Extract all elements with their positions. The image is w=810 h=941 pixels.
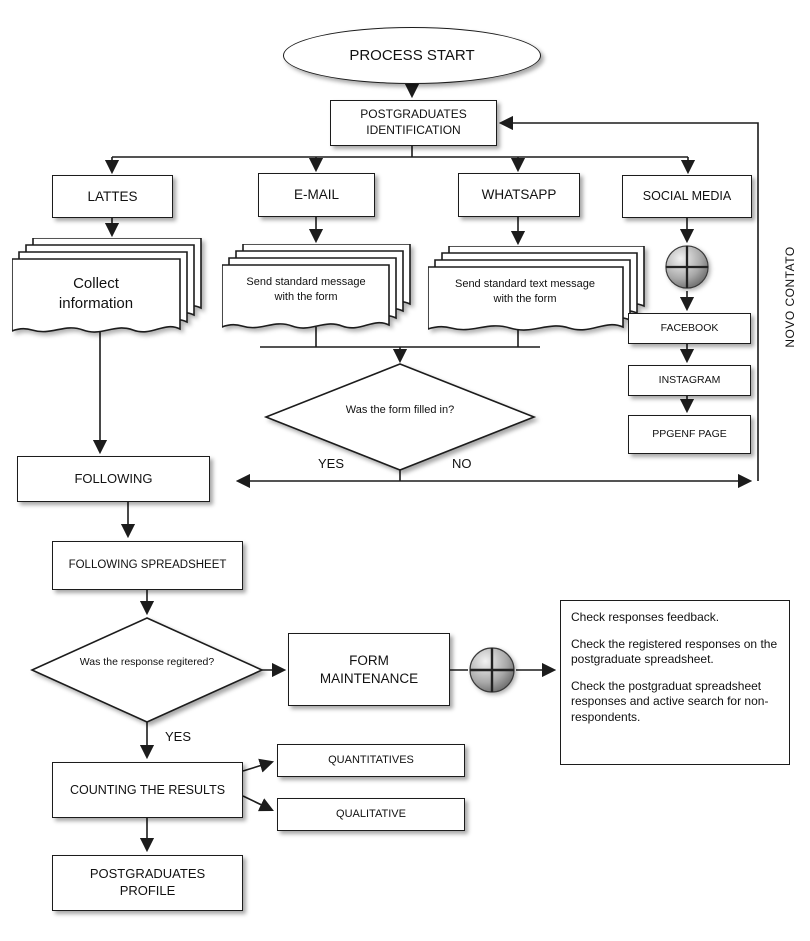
yes-label: YES — [318, 456, 345, 471]
whatsapp-message-label: Send standard text message with the form — [454, 278, 596, 305]
check-notes-box — [560, 600, 790, 765]
email-node — [258, 173, 375, 217]
ppgenf-page-node — [628, 415, 751, 454]
check-note-3: Check the postgraduat spreadsheet responses and active search for non-respondents. — [571, 678, 769, 724]
postgraduates-profile-node — [52, 855, 243, 911]
identification-node — [330, 100, 497, 146]
quantitatives-node — [277, 744, 465, 777]
whatsapp-message-document — [428, 246, 646, 342]
instagram-node — [628, 365, 751, 396]
ppgenf-page-label: PPGENF PAGE — [652, 427, 727, 440]
email-message-label: Send standard message with the form — [246, 276, 366, 303]
no-label: NO — [452, 456, 472, 471]
facebook-node — [628, 313, 751, 344]
process-start-node — [283, 27, 541, 84]
check-note-2: Check the registered responses on the postgraduate spreadsheet. — [571, 636, 778, 667]
identification-label: POSTGRADUATES IDENTIFICATION — [360, 107, 467, 137]
social-media-node — [622, 175, 752, 218]
postgraduates-profile-label: POSTGRADUATES PROFILE — [89, 866, 206, 898]
response-registered-decision-shape — [32, 618, 262, 722]
quantitatives-label: QUANTITATIVES — [328, 754, 414, 767]
response-registered-question: Was the response regitered? — [79, 656, 215, 668]
plus-circle-icon — [664, 244, 710, 290]
facebook-label: FACEBOOK — [660, 321, 719, 334]
yes2-label: YES — [165, 729, 192, 744]
collect-info-label: Collect information — [58, 275, 134, 313]
qualitative-label: QUALITATIVE — [336, 808, 406, 821]
connector-line — [243, 796, 272, 810]
whatsapp-label: WHATSAPP — [481, 187, 557, 203]
social-media-label: SOCIAL MEDIA — [642, 189, 732, 204]
check-note-1: Check responses feedback. — [571, 610, 720, 624]
following-node — [17, 456, 210, 502]
following-spreadsheet-label: FOLLOWING SPREADSHEET — [68, 559, 227, 572]
whatsapp-node — [458, 173, 580, 217]
form-filled-question: Was the form filled in? — [345, 404, 455, 416]
plus-circle-icon — [468, 646, 516, 694]
counting-results-label: COUNTING THE RESULTS — [69, 782, 226, 797]
novo-contato-label: NOVO CONTATO — [782, 246, 797, 348]
form-maintenance-label: FORM MAINTENANCE — [319, 652, 419, 686]
form-maintenance-node — [288, 633, 450, 706]
counting-results-node — [52, 762, 243, 818]
email-message-document — [222, 244, 412, 340]
lattes-node — [52, 175, 173, 218]
connector-line — [243, 762, 272, 771]
process-start-label: PROCESS START — [349, 46, 475, 64]
collect-info-document — [12, 238, 203, 344]
following-spreadsheet-node — [52, 541, 243, 590]
instagram-label: INSTAGRAM — [658, 373, 721, 386]
email-label: E-MAIL — [293, 187, 339, 203]
following-label: FOLLOWING — [74, 470, 153, 486]
qualitative-node — [277, 798, 465, 831]
lattes-label: LATTES — [87, 188, 138, 204]
